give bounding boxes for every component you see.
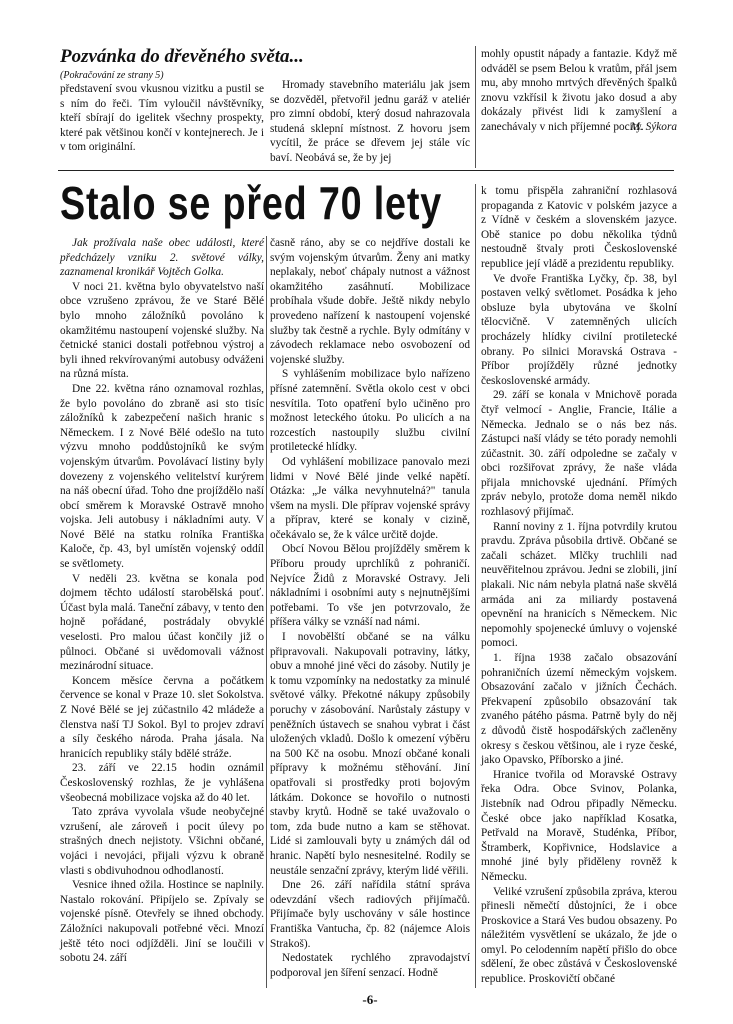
column-divider	[475, 46, 476, 168]
article-paragraph: k tomu přispěla zahraniční rozhlasová propaganda z Katovic v polském jazyce a z Vídně v českém a slovenském jazyce. Obě stanice po dobu několika týdnů nestoudně štvaly proti Československé republice její vládě a prezidentu republiky.	[481, 185, 677, 270]
invitation-column-1	[60, 70, 264, 155]
invitation-paragraph: Hromady stavebního materiálu jak jsem se dozvěděl, přetvořil jednu garáž v ateliér pro zimní období, který dosud nahrazovala studená sklepní místnost. Z hovoru jsem vycítil, že práce se dřevem jej stále víc baví. Neobává se, že by jej	[270, 79, 470, 164]
invitation-paragraph: mohly opustit nápady a fantazie. Když mě odváděl se psem Belou k vratům, přál jsem mu, aby mnoho mrtvých dřevěných špalků znovu vzkřísil k životu jako dosud a aby dokázaly přivést lidi k zamyšlení a zanechávaly v nich příjemné pocity.	[481, 48, 677, 133]
article-paragraph: Veliké vzrušení způsobila zpráva, kterou přinesli němečtí důstojníci, že i obce Proskovice a Stará Ves budou obsazeny. Po náležitém vysvětlení se ukázalo, že jde o omyl. Po celodenním napětí přišlo do obce sdělení, že obec zůstává v Československé republice. Proskovičtí občané	[481, 885, 677, 986]
article-paragraph: S vyhlášením mobilizace bylo nařízeno přísné zatemnění. Světla okolo cest v obci nesvítila. Toto opatření bylo učiněno pro možnost leteckého útoku. Po ulicích a na rozcestích nastoupily službu civilní protiletecké hlídky.	[270, 368, 470, 454]
column-divider	[475, 184, 476, 988]
article-paragraph: Koncem měsíce června a počátkem července se konal v Praze 10. slet Sokolstva. Z Nové Bělé se jej zúčastnilo 42 mládeže a členstva naší TJ Sokol. Byl to projev zdraví a síly českého národa. Praha jásala. Na hranicích republiky stály bdělé stráže.	[60, 674, 264, 760]
article-paragraph: Od vyhlášení mobilizace panovalo mezi lidmi v Nové Bělé jinde velké napětí. Otázka: „Je válka nevyhnutelná?" tanula všem na mysli. Dle příprav vojenské správy a příprav, které se konaly v cizině, očekávalo se, že k válce určitě dojde.	[270, 455, 470, 541]
article-paragraph: Dne 26. září nařídila státní správa odevzdání všech radiových přijímačů. Přijímače byly uschovány v sále hostince Františka Vantucha, čp. 82 (nájemce Alois Strakoš).	[270, 879, 470, 950]
page-number: -6-	[362, 992, 378, 1007]
article-column-1	[60, 236, 264, 966]
article-paragraph: I novobělští občané se na válku připravovali. Nakupovali potraviny, látky, obuv a mnohé jiné věci do zásoby. Nutily je k tomu vzpomínky na nedostatky za minulé světové války. Překotné nákupy způsobily poruchy v zásobování. Narůstaly zástupy v peněžních ústavech se snahou vybrat i část uložených vkladů. Došlo k omezení výběru na 500 Kč na osobu. Mnozí občané konali přípravy k možnému stěhování. Jiní opatřovali si prostředky proti bojovým látkám. Dokonce se hovořilo o nutnosti stavby krytů. Hodně se také uvažovalo o tom, zda bude nutno a kam se stěhovat. Lidé si zamlouvali byty u známých dál od hranic. Napětí bylo nesnesitelné. Rodily se neustále senzační zprávy, kterým lidé věřili.	[270, 631, 470, 877]
article-paragraph: V neděli 23. května se konala pod dojmem těchto událostí starobělská pouť. Účast byla malá. Taneční zábavy, v tento den hojně pořádané, postrádaly obvyklé veselosti. Pro malou účast končily již o půlnoci. Občané si uvědomovali vážnost mezinárodní situace.	[60, 572, 264, 673]
article-paragraph: Tato zpráva vyvolala všude neobyčejné vzrušení, ale zároveň i pocit úlevy po strašných dnech nejistoty. Všichni občané, vojáci i nevojáci, přijali výzvu k obraně vlasti s obdivuhodnou odhodlaností.	[60, 806, 264, 877]
article-column-2	[270, 236, 470, 980]
article-paragraph: V noci 21. května bylo obyvatelstvo naší obce vzrušeno zprávou, že ve Staré Bělé bylo mnoho záložníků povoláno k okamžitému nastoupení vojenské služby. Na četnické stanici dostali potřebnou výstroj a byli ihned rekvírovanými autobusy odváženi na různá místa.	[60, 280, 264, 381]
article-paragraph: 23. září ve 22.15 hodin oznámil Československý rozhlas, že je vyhlášena všeobecná mobilizace vojska až do 40 let.	[60, 762, 264, 804]
article-paragraph: 29. září se konala v Mnichově porada čtyř velmocí - Anglie, Francie, Itálie a Německa. Jednalo se o nás bez nás. Zástupci naší vlády se této porady nemohli zúčastnit. 30. září odpoledne se začaly v obci rozšiřovat zprávy, že naše vláda přijala mnichovské ujednání. Přímých zpráv nebylo, protože doma neměl nikdo rozhlasový přijímač.	[481, 389, 677, 519]
article-intro: Jak prožívala naše obec události, které předcházely vzniku 2. světové války, zaznamenal kronikář Vojtěch Golka.	[60, 237, 264, 279]
invitation-signature: M. Sýkora	[630, 120, 677, 133]
continuation-note: (Pokračování ze strany 5)	[60, 70, 164, 81]
article-paragraph: časně ráno, aby se co nejdříve dostali ke svým vojenským útvarům. Ženy ani matky neplakaly, neboť chápaly nutnost a vážnost okamžitého zasáhnutí. Mobilizace probíhala všude dobře. Ještě nikdy nebylo provedeno nařízení k nastoupení vojenské služby tak čestně a rychle. Byly odmítány v závodech reklamace nebo osvobození od vojenské služby.	[270, 237, 470, 366]
invitation-column-2	[270, 78, 470, 166]
article-column-3	[481, 184, 677, 987]
article-paragraph: 1. října 1938 začalo obsazování pohraničních území německým vojskem. Obsazování začalo v jižních Čechách. Překvapení způsobilo obsazování tak zvaného pátého pásma. Patrně byly do něj z důvodů čistě hospodářských začleněny okresy s českou většinou, ale i ryze české, jako Opavsko, Příborsko a jiné.	[481, 652, 677, 767]
article-paragraph: Vesnice ihned ožila. Hostince se naplnily. Nastalo rokování. Připíjelo se. Zpívaly se vojenské písně. Otevřely se ihned obchody. Záložníci nakupovali potřebné věci. Mnozí ještě této noci odjížděli. Jiní se loučili v sobotu 24. září	[60, 879, 264, 965]
invitation-title: Pozvánka do dřevěného světa...	[60, 46, 304, 67]
invitation-paragraph: představení svou vkusnou vizitku a pustil se s ním do řeči. Tím vyloučil návštěvníky, kteří sbírají do igelitek všechny prospekty, které pak většinou končí v kontejnerech. Je i v tom originální.	[60, 83, 264, 154]
article-paragraph: Ranní noviny z 1. října potvrdily krutou pravdu. Zpráva působila drtivě. Občané se začali scházet. Mlčky truchlili nad neuvěřitelnou zprávou. Jedni se zlobili, jiní plakali. Nic nám nebyla platná naše skvělá armáda ani za miliardy postavená opevnění na hranicích s Německem. Nic nepomohly spojenecké úmluvy o vojenské pomoci.	[481, 520, 677, 650]
article-paragraph: Nedostatek rychlého zpravodajství podporoval jen šíření senzací. Hodně	[270, 952, 470, 979]
article-paragraph: Obcí Novou Bělou projížděly směrem k Příboru proudy uprchlíků z pohraničí. Nejvíce Židů z Moravské Ostravy. Jeli nákladními i osobními auty s nejnutnějšími potřebami. To vše jen potvrzovalo, že příšera války se vznáší nad námi.	[270, 543, 470, 629]
invitation-column-3	[481, 47, 677, 135]
column-divider	[266, 236, 267, 988]
article-title: Stalo se před 70 lety	[60, 177, 443, 229]
article-paragraph: Hranice tvořila od Moravské Ostravy řeka Odra. Obce Svinov, Polanka, Jistebník nad Odrou připadly Německu. České obce jako například Kosatka, Petřvald na Moravě, Studénka, Příbor, Štramberk, Kopřivnice, Hodslavice a mnohé jiné byly přiděleny rovněž k Německu.	[481, 768, 677, 883]
article-paragraph: Ve dvoře Františka Lyčky, čp. 38, byl postaven velký světlomet. Posádka k jeho obsluze byla ubytována ve školní tělocvičně. V zatemněných ulicích procházely hlídky civilní protiletecké obrany. Po silnici Moravská Ostrava - Příbor projížděly různé jednotky československé armády.	[481, 272, 677, 387]
article-paragraph: Dne 22. května ráno oznamoval rozhlas, že bylo povoláno do zbraně asi sto tisíc záložníků k zabezpečení našich hranic s Německem. I z Nové Bělé odešlo na tuto výzvu mnoho poddůstojníků ke svým vojenským útvarům. Povolávací listiny byly dovezeny z vojenského velitelství kurýrem na náš obecní úřad. Toho dne projíždělo naší obcí směrem k Moravské Ostravě mnoho vojska. Jeli autobusy i nákladními auty. V Nové Bělé na statku rolníka Františka Kaloče, čp. 43, byl umístěn vojenský oddíl se světlomety.	[60, 382, 264, 571]
section-divider	[58, 170, 674, 171]
